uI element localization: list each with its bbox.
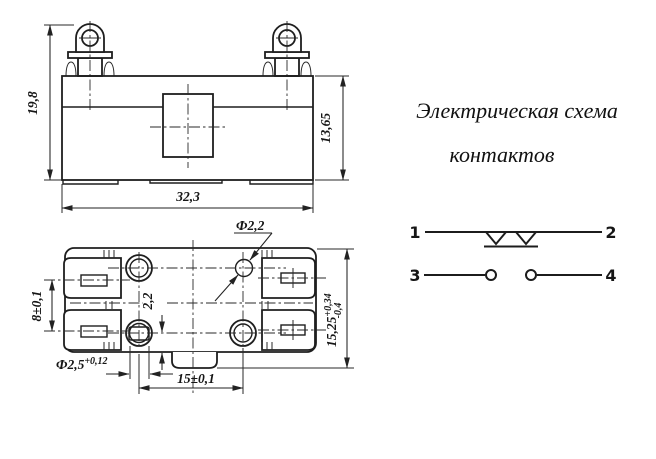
dim-label-overall-height: 19,8	[25, 91, 40, 115]
dim-label-body-width: $15,25^{+0,34}-0,4$	[323, 293, 344, 347]
open-contact-left	[486, 270, 496, 280]
dim-body-height	[315, 76, 349, 180]
schematic-title-line2: контактов	[449, 142, 555, 167]
dim-length	[62, 184, 313, 213]
plunger-dome	[172, 352, 217, 368]
terminal-number-4: 4	[605, 266, 617, 285]
dim-overall-height	[25, 25, 74, 180]
side-view	[25, 21, 349, 213]
terminal-block-top-left	[64, 258, 121, 298]
dim-terminal-slot-spacing	[29, 280, 52, 331]
rivet-bump	[104, 62, 114, 76]
terminal-number-2: 2	[605, 223, 617, 242]
terminal-number-1: 1	[409, 223, 421, 242]
dim-label-plunger-hole: $Ф2,5^{+0,12}$	[56, 356, 108, 372]
rivet-bump	[263, 62, 273, 76]
dim-label-pin-hole: Ф2,2	[236, 218, 265, 233]
bottom-view	[29, 218, 354, 394]
rivet-bump	[66, 62, 76, 76]
dim-label-hole-spacing: 15±0,1	[177, 371, 215, 386]
dim-label-edge-offset: 2,2	[140, 292, 155, 310]
dim-label-length: 32,3	[176, 189, 200, 204]
rivet-bump	[301, 62, 311, 76]
terminal-block-bottom-left	[64, 310, 121, 350]
contact-schematic	[409, 98, 617, 285]
terminal-lug-left	[66, 21, 114, 112]
dim-label-slot-spacing: 8±0,1	[29, 290, 44, 322]
terminal-lug-right	[263, 21, 311, 112]
schematic-title-line1: Электрическая схема	[416, 98, 618, 123]
contact-triangle-right	[516, 232, 536, 244]
dim-label-body-height: 13,65	[318, 112, 333, 144]
contact-triangle-left	[486, 232, 506, 244]
terminal-number-3: 3	[409, 266, 421, 285]
open-contact-right	[526, 270, 536, 280]
